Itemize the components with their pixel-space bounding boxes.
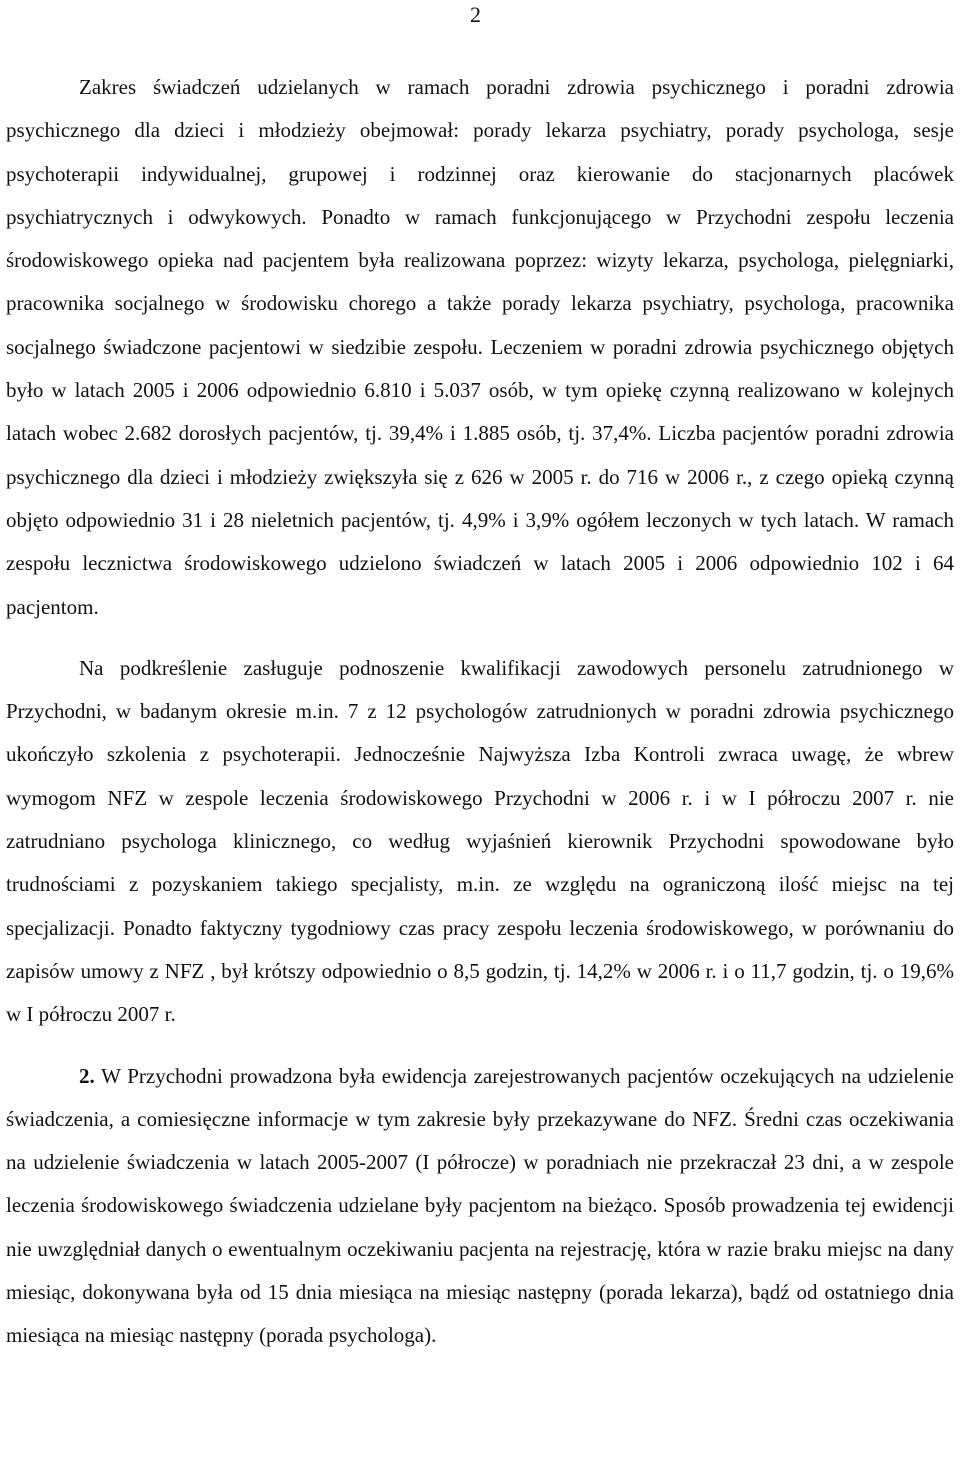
section-number: 2. — [79, 1063, 95, 1088]
paragraph-text: Zakres świadczeń udzielanych w ramach poradni zdrowia psychicznego i poradni zdrowia psychicznego dla dzieci i młodzieży obejmował: porady lekarza psychiatry, porady psychologa, sesje psychoterapii indywidualnej, grupowej i rodzinnej oraz kierowanie do stacjonarnych placówek psychiatrycznych i odwykowych. Ponadto w ramach funkcjonującego w Przychodni zespołu leczenia środowiskowego opieka nad pacjentem była realizowana poprzez: wizyty lekarza, psychologa, pielęgniarki, pracownika socjalnego w środowisku chorego a także porady lekarza psychiatry, psychologa, pracownika socjalnego świadczone pacjentowi w siedzibie zespołu. Leczeniem w poradni zdrowia psychicznego objętych było w latach 2005 i 2006 odpowiednio 6.810 i 5.037 osób, w tym opiekę czynną realizowano w kolejnych latach wobec 2.682 dorosłych pacjentów, tj. 39,4% i 1.885 osób, tj. 37,4%. Liczba pacjentów poradni zdrowia psychicznego dla dzieci i młodzieży zwiększyła się z 626 w 2005 r. do 716 w 2006 r., z czego opieką czynną objęto odpowiednio 31 i 28 nieletnich pacjentów, tj. 4,9% i 3,9% ogółem leczonych w tych latach. W ramach zespołu lecznictwa środowiskowego udzielono świadczeń w latach 2005 i 2006 odpowiednio 102 i 64 pacjentom. — [6, 75, 954, 619]
paragraph-waiting-list — [6, 1055, 954, 1358]
paragraph-text: W Przychodni prowadzona była ewidencja zarejestrowanych pacjentów oczekujących na udzielenie świadczenia, a comiesięczne informacje w tym zakresie były przekazywane do NFZ. Średni czas oczekiwania na udzielenie świadczenia w latach 2005-2007 (I półrocze) w poradniach nie przekraczał 23 dni, a w zespole leczenia środowiskowego świadczenia udzielane były pacjentom na bieżąco. Sposób prowadzenia tej ewidencji nie uwzględniał danych o ewentualnym oczekiwaniu pacjenta na rejestrację, która w razie braku miejsc na dany miesiąc, dokonywana była od 15 dnia miesiąca na miesiąc następny (porada lekarza), bądź od ostatniego dnia miesiąca na miesiąc następny (porada psychologa). — [6, 1063, 954, 1348]
paragraph-staff-qualifications — [6, 647, 954, 1037]
paragraph-scope-of-services — [6, 66, 954, 629]
paragraph-text: Na podkreślenie zasługuje podnoszenie kwalifikacji zawodowych personelu zatrudnionego w Przychodni, w badanym okresie m.in. 7 z 12 psychologów zatrudnionych w poradni zdrowia psychicznego ukończyło szkolenia z psychoterapii. Jednocześnie Najwyższa Izba Kontroli zwraca uwagę, że wbrew wymogom NFZ w zespole leczenia środowiskowego Przychodni w 2006 r. i w I półroczu 2007 r. nie zatrudniano psychologa klinicznego, co według wyjaśnień kierownik Przychodni spowodowane było trudnościami z pozyskaniem takiego specjalisty, m.in. ze względu na ograniczoną ilość miejsc na tej specjalizacji. Ponadto faktyczny tygodniowy czas pracy zespołu leczenia środowiskowego, w porównaniu do zapisów umowy z NFZ , był krótszy odpowiednio o 8,5 godzin, tj. 14,2% w 2006 r. i o 11,7 godzin, tj. o 19,6% w I półroczu 2007 r. — [6, 655, 954, 1027]
document-body — [6, 66, 954, 1358]
page-number: 2 — [470, 2, 481, 27]
